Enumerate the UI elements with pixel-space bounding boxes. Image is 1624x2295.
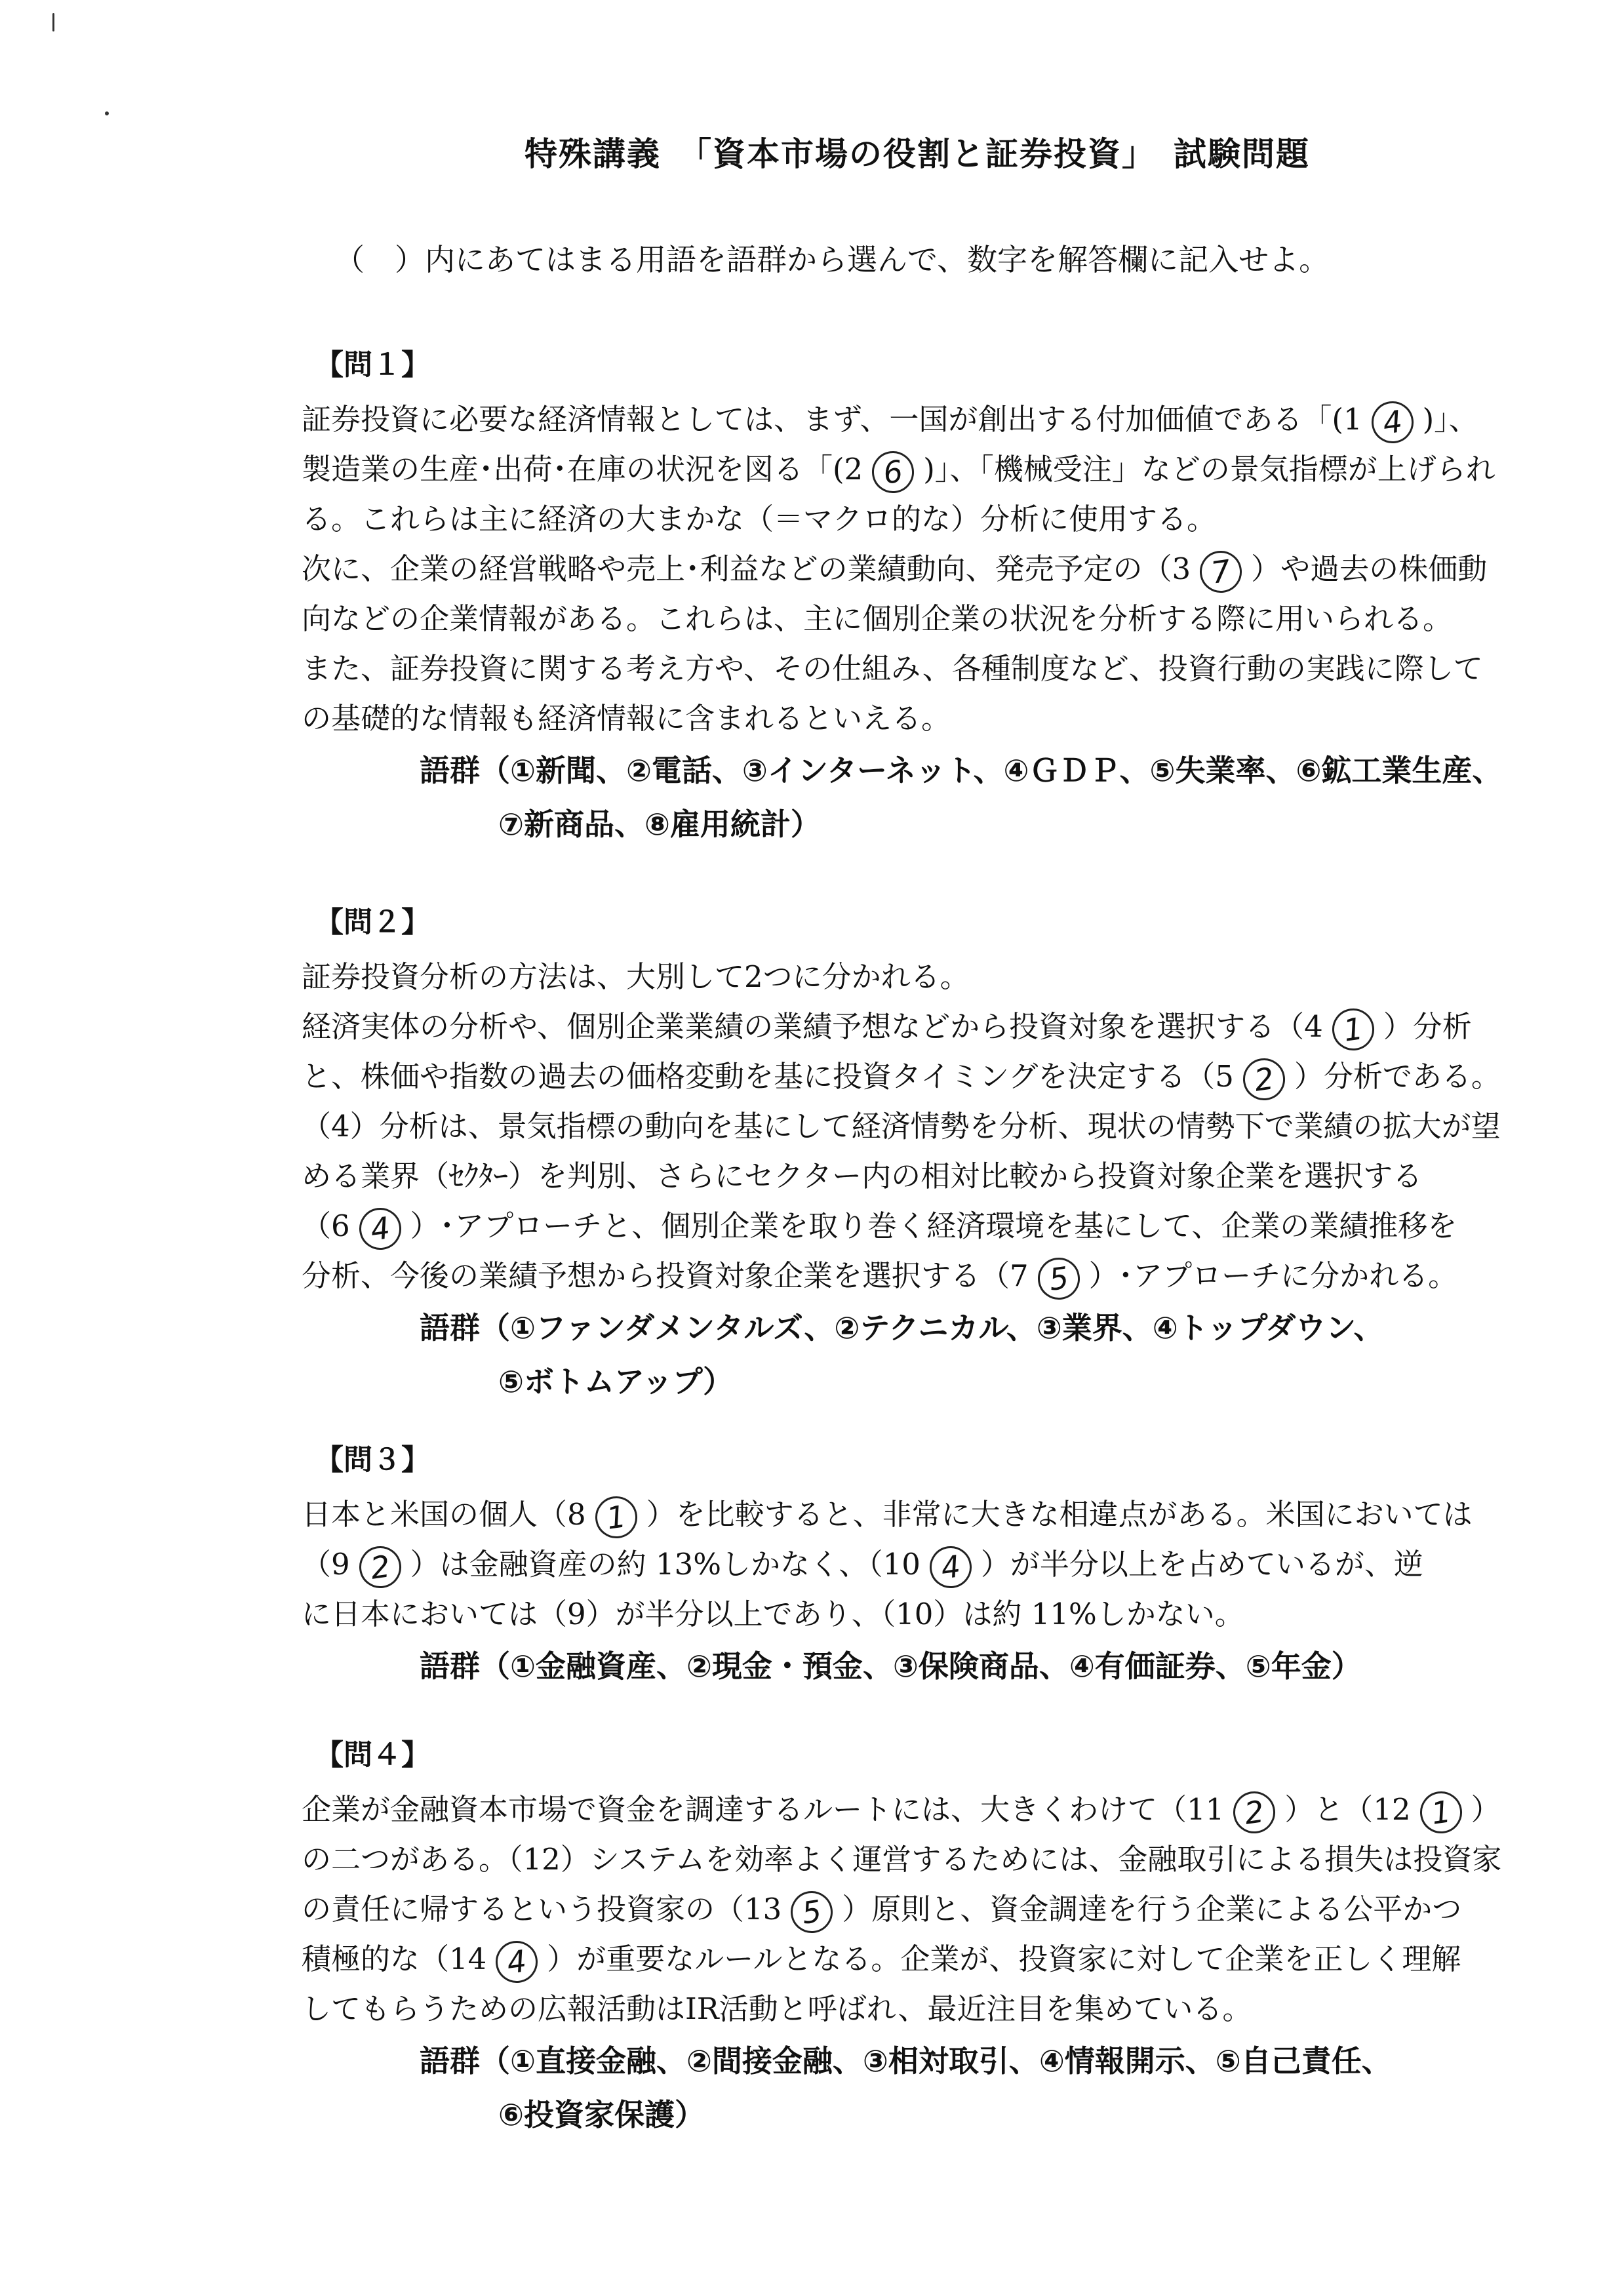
question-heading: 【問４】	[315, 1738, 430, 1772]
text-line	[302, 1835, 1502, 1885]
question-2	[302, 898, 1501, 1408]
handwritten-answer: 4	[927, 1543, 974, 1590]
text-segment: ）や過去の株価動	[1251, 551, 1488, 586]
page-title: 特殊講義 「資本市場の役割と証券投資」 試験問題	[525, 134, 1310, 173]
text-segment: 証券投資分析の方法は、大別して2つに分かれる。	[302, 959, 970, 994]
handwritten-answer: 5	[788, 1888, 835, 1935]
text-segment: ）が重要なルールとなる。企業が、投資家に対して企業を正しく理解	[547, 1942, 1461, 1976]
text-line	[302, 395, 1482, 445]
text-segment: 向などの企業情報がある。これらは、主に個別企業の状況を分析する際に用いられる。	[302, 601, 1453, 636]
text-segment: ）は金融資産の約 13%しかなく、（10	[410, 1547, 921, 1582]
question-4	[302, 1731, 1502, 2142]
question-text	[302, 1785, 1502, 2034]
text-segment: ）を比較すると、非常に大きな相違点がある。米国においては	[646, 1497, 1473, 1532]
text-segment: ）･アプローチと、個別企業を取り巻く経済環境を基にして、企業の業績推移を	[410, 1208, 1457, 1243]
instruction: （ ）内にあてはまる用語を語群から選んで、数字を解答欄に記入せよ。	[334, 242, 1330, 277]
scan-speck	[105, 111, 109, 115]
text-line	[302, 694, 1482, 744]
text-line	[302, 1201, 1482, 1251]
text-segment: 分析、今後の業績予想から投資対象企業を選択する（7	[302, 1258, 1029, 1293]
question-heading: 【問３】	[315, 1443, 430, 1477]
question-heading: 【問１】	[315, 348, 430, 382]
text-line	[302, 544, 1488, 594]
question-1	[302, 341, 1503, 851]
question-3	[302, 1436, 1482, 1693]
text-segment: ）が半分以上を占めているが、逆	[980, 1547, 1423, 1582]
question-text	[302, 395, 1495, 744]
text-segment: （9	[302, 1547, 350, 1582]
word-group: 語群（①金融資産、②現金・預金、③保険商品、④有価証券、⑤年金）	[420, 1648, 1362, 1684]
text-segment: に日本においては（9）が半分以上であり、（10）は約 11%しかない。	[302, 1597, 1244, 1631]
text-line	[302, 644, 1482, 694]
text-segment: と、株価や指数の過去の価格変動を基に投資タイミングを決定する（5	[302, 1059, 1234, 1094]
text-segment: 次に、企業の経営戦略や売上･利益などの業績動向、発売予定の（3	[302, 551, 1191, 586]
text-line	[302, 1984, 1482, 2034]
text-segment: ）分析である。	[1294, 1059, 1501, 1094]
handwritten-answer: 1	[1417, 1788, 1464, 1835]
text-segment: ）･アプローチに分かれる。	[1088, 1258, 1458, 1293]
text-line	[302, 1102, 1501, 1151]
text-segment: 積極的な（14	[302, 1942, 487, 1976]
text-segment: 企業が金融資本市場で資金を調達するルートには、大きくわけて（11	[302, 1792, 1225, 1827]
handwritten-answer: 2	[1231, 1788, 1278, 1835]
scan-mark	[52, 13, 54, 31]
text-segment: ）原則と、資金調達を行う企業による公平かつ	[842, 1892, 1462, 1926]
text-segment: の二つがある。（12）システムを効率よく運営するためには、金融取引による損失は投資家	[302, 1842, 1502, 1877]
text-line	[302, 1540, 1482, 1589]
handwritten-answer: 4	[1368, 398, 1416, 445]
text-line	[302, 1002, 1482, 1052]
handwritten-answer: 4	[356, 1205, 403, 1252]
text-line	[302, 494, 1482, 544]
handwritten-answer: 7	[1197, 548, 1244, 595]
text-segment: る。これらは主に経済の大まかな（＝マクロ的な）分析に使用する。	[302, 502, 1217, 536]
question-text	[302, 1490, 1482, 1639]
word-group: 語群（①新聞、②電話、③インターネット、④ＧＤＰ、⑤失業率、⑥鉱工業生産、	[420, 753, 1503, 788]
text-line	[302, 594, 1482, 644]
text-segment: )」、	[1422, 402, 1478, 437]
text-segment: ）	[1471, 1792, 1501, 1827]
text-segment: 製造業の生産･出荷･在庫の状況を図る「(2	[302, 452, 863, 487]
handwritten-answer: 5	[1035, 1254, 1082, 1302]
text-segment: める業界（ｾｸﾀｰ）を判別、さらにセクター内の相対比較から投資対象企業を選択する	[302, 1159, 1423, 1193]
word-group-continued: ⑦新商品、⑧雇用統計）	[498, 807, 821, 842]
text-line	[302, 952, 1482, 1002]
text-segment: ）と（12	[1284, 1792, 1411, 1827]
handwritten-answer: 1	[592, 1493, 639, 1540]
word-group: 語群（①ファンダメンタルズ、②テクニカル、③業界、④トップダウン、	[420, 1310, 1384, 1346]
text-segment: ）分析	[1383, 1009, 1472, 1044]
text-line	[302, 1589, 1482, 1639]
text-line	[302, 1934, 1482, 1984]
text-segment: の責任に帰するという投資家の（13	[302, 1892, 782, 1926]
text-segment: の基礎的な情報も経済情報に含まれるといえる。	[302, 701, 951, 736]
word-group-continued: ⑥投資家保護）	[498, 2097, 705, 2132]
word-group: 語群（①直接金融、②間接金融、③相対取引、④情報開示、⑤自己責任、	[420, 2043, 1392, 2079]
handwritten-answer: 1	[1330, 1005, 1377, 1052]
text-line	[302, 1490, 1482, 1540]
handwritten-answer: 2	[1240, 1055, 1288, 1102]
handwritten-answer: 4	[493, 1938, 540, 1985]
text-line	[302, 1052, 1501, 1102]
text-line	[302, 1885, 1482, 1934]
handwritten-answer: 6	[869, 448, 917, 495]
text-segment: 経済実体の分析や、個別企業業績の業績予想などから投資対象を選択する（4	[302, 1009, 1323, 1044]
word-group-continued: ⑤ボトムアップ）	[498, 1364, 734, 1399]
text-segment: （6	[302, 1208, 350, 1243]
text-segment: また、証券投資に関する考え方や、その仕組み、各種制度など、投資行動の実践に際して	[302, 651, 1483, 686]
text-line	[302, 445, 1495, 494]
text-line	[302, 1151, 1482, 1201]
text-segment: （4）分析は、景気指標の動向を基にして経済情勢を分析、現状の情勢下で業績の拡大が望	[302, 1109, 1501, 1144]
text-segment: 日本と米国の個人（8	[302, 1497, 586, 1532]
text-line	[302, 1785, 1501, 1835]
text-line	[302, 1251, 1482, 1301]
question-heading: 【問２】	[315, 906, 430, 939]
text-segment: してもらうための広報活動はIR活動と呼ばれ、最近注目を集めている。	[302, 1991, 1252, 2026]
question-text	[302, 952, 1501, 1301]
handwritten-answer: 2	[356, 1543, 403, 1590]
text-segment: )」、「機械受注」などの景気指標が上げられ	[923, 452, 1495, 487]
text-segment: 証券投資に必要な経済情報としては、まず、一国が創出する付加価値である「(1	[302, 402, 1362, 437]
